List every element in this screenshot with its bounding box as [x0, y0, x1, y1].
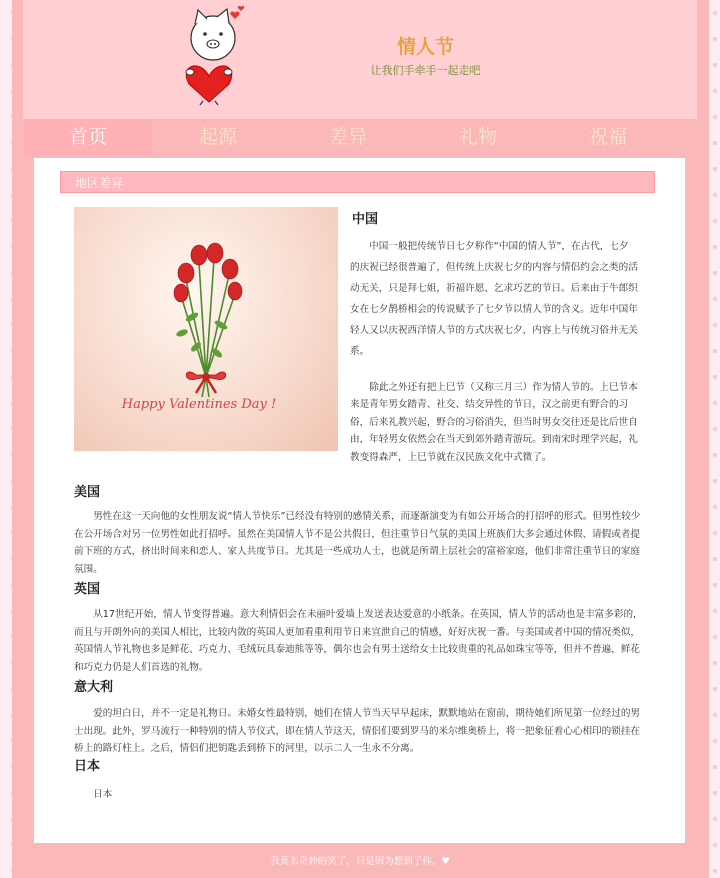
image-caption: Happy Valentines Day !	[121, 397, 277, 412]
nav-item-differences[interactable]: 差异	[328, 126, 367, 148]
nav-item-wishes[interactable]: 祝福	[588, 126, 627, 148]
china-paragraph-1: 中国一般把传统节日七夕称作“中国的情人节”，在古代，七夕的庆祝已经很普遍了，但传统上庆祝七夕的内容与情侣约会之类的活动无关，只是拜七姐，祈福许愿、乞求巧艺的节日。后来由于牛郎织女在七夕鹊桥相会的传说赋予了七夕节以情人节的含义。近年中国年轻人又以庆祝西洋情人节的方式庆祝七夕，内容上与传统习俗并无关系。	[350, 241, 638, 357]
region-heading-uk: 英国	[74, 582, 101, 597]
section-title: 地区差异	[60, 171, 655, 193]
japan-paragraph: 日本	[93, 789, 113, 800]
italy-paragraph: 爱的坦白日，并不一定是礼物日。未婚女性最特别，她们在情人节当天早早起床，默默地站在窗前，期待她们所见第一位经过的男士出现。此外，罗马流行一种特别的情人节仪式，即在情人节这天，情侣们要到罗马的米尔维奥桥上，将一把象征着心心相印的锁挂在桥上的路灯柱上。之后，情侣们把钥匙丢到桥下的河里，以示二人一生永不分离。	[74, 708, 641, 755]
footer-text: 我莫名奇妙的笑了，只是因为想到了你。♥	[270, 856, 450, 867]
nav-item-home[interactable]: 首页	[23, 119, 153, 156]
nav-item-gifts[interactable]: 礼物	[458, 126, 497, 148]
region-heading-usa: 美国	[74, 485, 101, 500]
main-nav	[23, 119, 697, 156]
region-heading-china: 中国	[352, 212, 379, 227]
region-heading-italy: 意大利	[74, 680, 114, 695]
rose-bouquet-image	[74, 207, 338, 451]
pig-holding-heart-icon	[183, 2, 253, 106]
site-title: 情人节	[396, 36, 454, 58]
site-header	[23, 0, 697, 119]
uk-paragraph: 从17世纪开始，情人节变得普遍。意大利情侣会在未丽叶爱墙上发送表达爱意的小纸条。在英国，情人节的活动也是丰富多彩的，而且与开朗外向的美国人相比，比较内敛的英国人更加看重利用节日来宣泄自己的情感，好好庆祝一番。与美国或者中国的情况类似，英国情人节礼物也多是鲜花、巧克力、毛绒玩具泰迪熊等等，偶尔也会有男士送给女士比较贵重的礼品如珠宝等等，但并不普遍，鲜花和巧克力仍是人们首选的礼物。	[74, 609, 643, 673]
region-heading-japan: 日本	[74, 759, 101, 774]
site-subtitle: 让我们手牵手一起走吧	[370, 64, 481, 77]
content-panel	[34, 158, 685, 843]
rose-bouquet-icon	[74, 207, 338, 451]
nav-item-origin[interactable]: 起源	[198, 126, 237, 148]
usa-paragraph: 男性在这一天向他的女性朋友说“情人节快乐”已经没有特别的感情关系，而逐渐演变为有如公开场合的打招呼的形式。但男性较少在公开场合对另一位男性如此打招呼。虽然在美国情人节不是公共假日，但注重节日气氛的美国上班族们大多会通过休假、请假或者提前下班的方式，挤出时间来和恋人、家人共度节日。尤其是一些成功人士，也就是所谓上层社会的富裕家庭，他们非常注重节日的家庭氛围。	[74, 511, 641, 575]
china-paragraph-2: 除此之外还有把上巳节（又称三月三）作为情人节的。上巳节本来是青年男女踏青、社交、结交异性的节日，汉之前更有野合的习俗，后来礼教兴起，野合的习俗消失，但当时男女交往还是比后世自由，年轻男女依然会在当天到郊外踏青游玩。到南宋时理学兴起，礼教变得森严，上巳节就在汉民族文化中式微了。	[350, 382, 638, 463]
